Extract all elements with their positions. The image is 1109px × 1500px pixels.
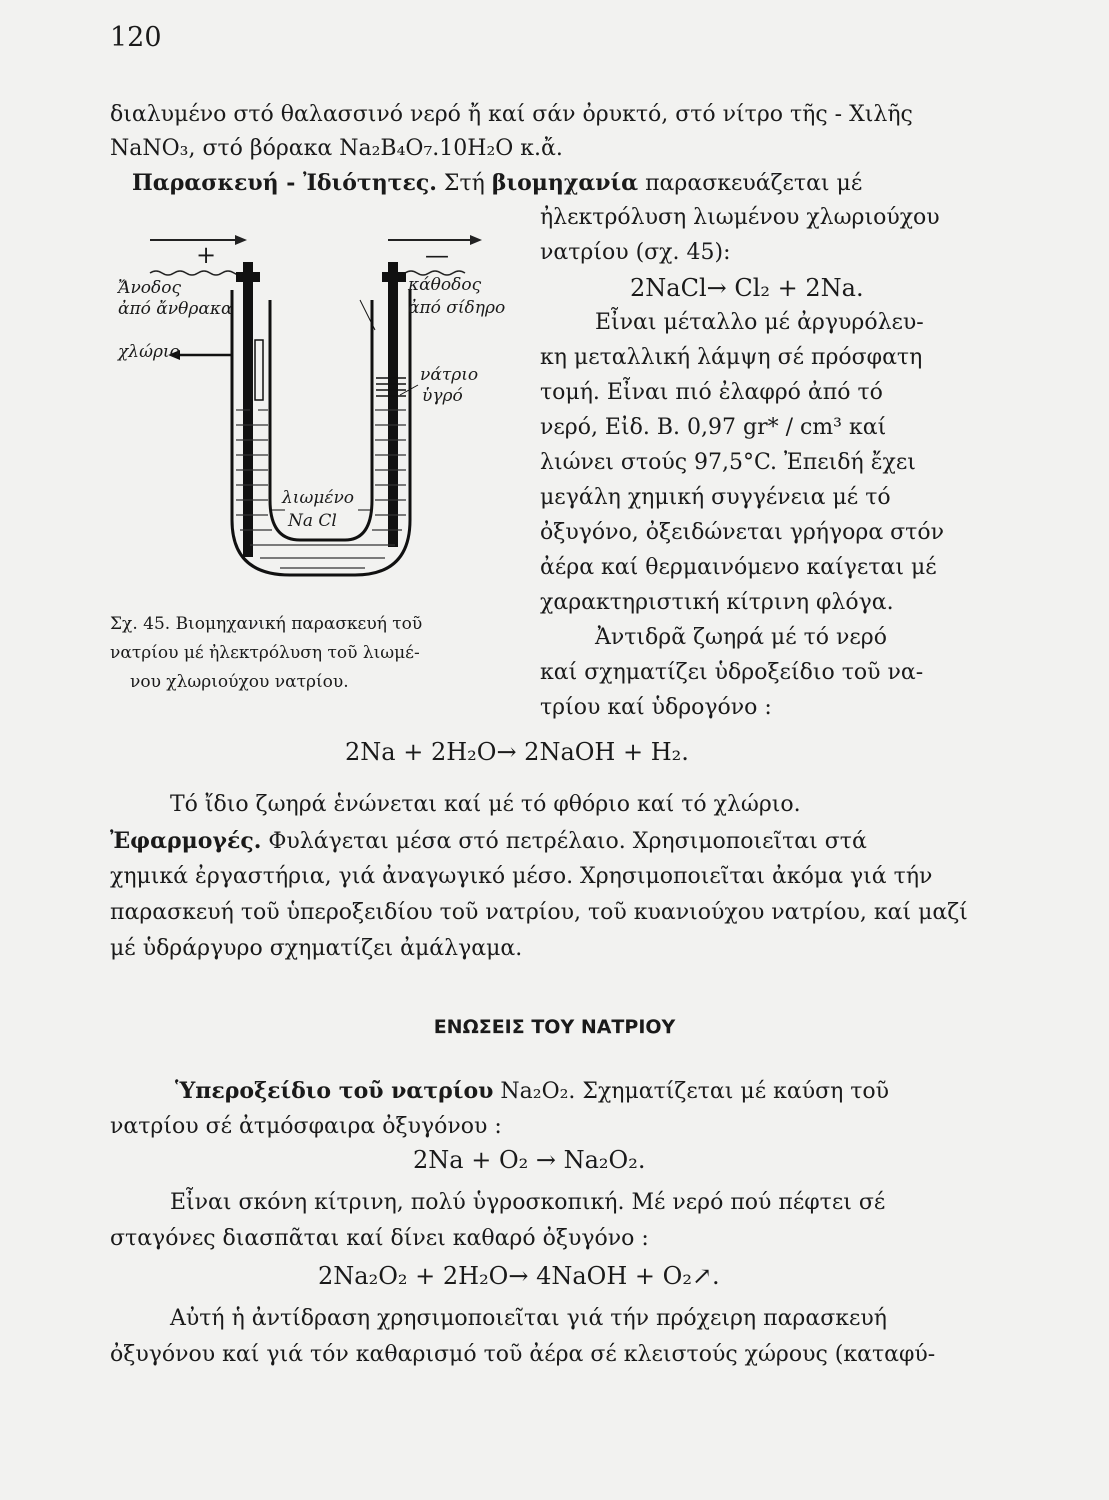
right-line-4: Εἶναι μέταλλο μέ ἀργυρόλευ- (595, 310, 924, 335)
paragraph-line-3: χημικά ἐργαστήρια, γιά ἀναγωγικό μέσο. Χρησιμοποιεῖται ἀκόμα γιά τήν (110, 864, 933, 889)
figure-caption-2: νατρίου μέ ἠλεκτρόλυση τοῦ λιωμέ- (110, 643, 420, 663)
u-tube-outer (232, 290, 410, 575)
right-line-2: νατρίου (σχ. 45): (540, 240, 731, 265)
peroxide-line-3: Εἶναι σκόνη κίτρινη, πολύ ὑγροσκοπική. Μέ νερό πού πέφτει σέ (170, 1190, 886, 1215)
bold-heading: Παρασκευή - Ἰδιότητες. (132, 170, 437, 196)
right-line-12: χαρακτηριστική κίτρινη φλόγα. (540, 590, 894, 615)
equation-water: 2Na + 2H₂O→ 2NaOH + H₂. (345, 738, 689, 766)
anode-cap (236, 272, 260, 282)
label-cathode: κάθοδος (408, 275, 482, 295)
cathode-cap (382, 272, 406, 282)
arrow-head-left (235, 235, 247, 245)
equation-oxygen: 2Na₂O₂ + 2H₂O→ 4NaOH + O₂↗. (318, 1262, 720, 1290)
section-heading-compounds: ΕΝΩΣΕΙΣ ΤΟΥ ΝΑΤΡΙΟΥ (433, 1016, 676, 1038)
label-chlorine: χλώριο (118, 342, 180, 362)
right-line-13: Ἀντιδρᾶ ζωηρά μέ τό νερό (595, 625, 887, 650)
right-line-7: νερό, Εἰδ. Β. 0,97 gr* / cm³ καί (540, 415, 887, 440)
page-number: 120 (110, 22, 162, 53)
peroxide-heading: Ὑπεροξείδιο τοῦ νατρίου (175, 1078, 494, 1104)
peroxide-line (175, 1076, 889, 1107)
peroxide-line-4: σταγόνες διασπᾶται καί δίνει καθαρό ὀξυγόνο : (110, 1226, 649, 1251)
peroxide-line-2: νατρίου σέ ἀτμόσφαιρα ὀξυγόνου : (110, 1114, 502, 1139)
right-line-6: τομή. Εἶναι πιό ἐλαφρό ἀπό τό (540, 380, 883, 405)
right-line-8: λιώνει στούς 97,5°C. Ἐπειδή ἔχει (540, 450, 916, 475)
bold-term: βιομηχανία (491, 170, 639, 196)
figure-caption-3: νου χλωριούχου νατρίου. (130, 672, 349, 692)
collector-tube (255, 340, 263, 400)
text-line-1: διαλυμένο στό θαλασσινό νερό ἤ καί σάν ὀρυκτό, στό νίτρο τῆς - Χιλῆς (110, 102, 913, 127)
plus-sign: + (196, 241, 217, 269)
label-sodium: νάτριο (420, 365, 479, 385)
text-span: Na₂O₂. Σχηματίζεται μέ καύση τοῦ (493, 1079, 890, 1104)
right-line-5: κη μεταλλική λάμψη σέ πρόσφατη (540, 345, 923, 370)
equation-peroxide: 2Na + O₂ → Na₂O₂. (413, 1146, 646, 1174)
text-span: παρασκευάζεται μέ (638, 171, 863, 196)
text-span: Φυλάγεται μέσα στό πετρέλαιο. Χρησιμοποιεῖται στά (261, 829, 867, 854)
text-line-2: NaNO₃, στό βόρακα Na₂B₄O₇.10H₂O κ.ἄ. (110, 136, 563, 161)
figure-caption-1: Σχ. 45. Βιομηχανική παρασκευή τοῦ (110, 614, 423, 634)
wire-left (150, 271, 246, 275)
label-nacl: Na Cl (288, 511, 337, 531)
peroxide-line-6: ὀξυγόνου καί γιά τόν καθαρισμό τοῦ ἀέρα σέ κλειστούς χώρους (καταφύ- (110, 1342, 936, 1367)
applications-line (110, 826, 867, 857)
right-line-14: καί σχηματίζει ὑδροξείδιο τοῦ να- (540, 660, 924, 685)
right-line-1: ἠλεκτρόλυση λιωμένου χλωριούχου (540, 205, 940, 230)
text-span: Στή (436, 171, 492, 196)
cathode-rod (388, 262, 398, 547)
paragraph-line-4: παρασκευή τοῦ ὑπεροξειδίου τοῦ νατρίου, τοῦ κυανιούχου νατρίου, καί μαζί (110, 900, 968, 925)
peroxide-line-5: Αὐτή ἡ ἀντίδραση χρησιμοποιεῖται γιά τήν πρόχειρη παρασκευή (170, 1306, 887, 1331)
label-anode: Ἄνοδος (118, 278, 182, 298)
right-line-9: μεγάλη χημική συγγένεια μέ τό (540, 485, 891, 510)
label-molten: λιωμένο (282, 488, 355, 508)
arrow-head-right (470, 235, 482, 245)
paragraph-line-1: Τό ἴδιο ζωηρά ἑνώνεται καί μέ τό φθόριο καί τό χλώριο. (170, 792, 801, 817)
right-line-11: ἀέρα καί θερμαινόμενο καίγεται μέ (540, 555, 937, 580)
paragraph-line-5: μέ ὑδράργυρο σχηματίζει ἀμάλγαμα. (110, 936, 523, 961)
right-line-10: ὀξυγόνο, ὀξειδώνεται γρήγορα στόν (540, 520, 944, 545)
minus-sign: — (425, 241, 449, 269)
right-line-15: τρίου καί ὑδρογόνο : (540, 695, 772, 720)
label-anode-material: ἀπό ἄνθρακα (118, 299, 233, 319)
label-liquid: ὑγρό (422, 386, 463, 406)
label-cathode-material: ἀπό σίδηρο (408, 298, 506, 318)
applications-heading: Ἐφαρμογές. (110, 828, 262, 854)
equation-nacl: 2NaCl→ Cl₂ + 2Na. (630, 274, 864, 302)
